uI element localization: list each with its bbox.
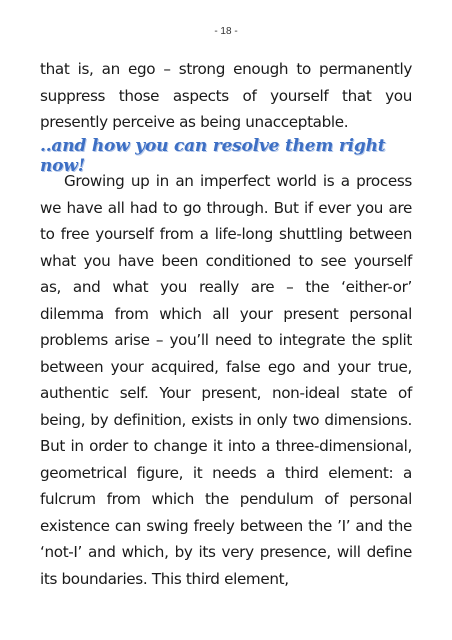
page-number: - 18 - (214, 26, 238, 37)
paragraph-body: Growing up in an imperfect world is a process we have all had to go through. But if ever you are to free yourself from a life-long shuttling between what you have been conditioned to see yourself as, and what you really are – the ‘either-or’ dilemma from which all your present personal problems arise – you’ll need to integrate the split between your acquired, false ego and your true, authentic self. Your present, non-ideal state of being, by definition, exists in only two dimensions. But in order to change it into a three-dimensional, geometrical figure, it needs a third element: a fulcrum from which the pendulum of personal existence can swing freely between the ’I’ and the ‘not-I’ and which, by its very presence, will define its boundaries. This third element, (40, 172, 412, 588)
paragraph-continued: that is, an ego – strong enough to permanently suppress those aspects of yourself that you presently perceive as being unacceptable. (40, 60, 412, 131)
section-heading: ..and how you can resolve them right now! (40, 136, 386, 176)
